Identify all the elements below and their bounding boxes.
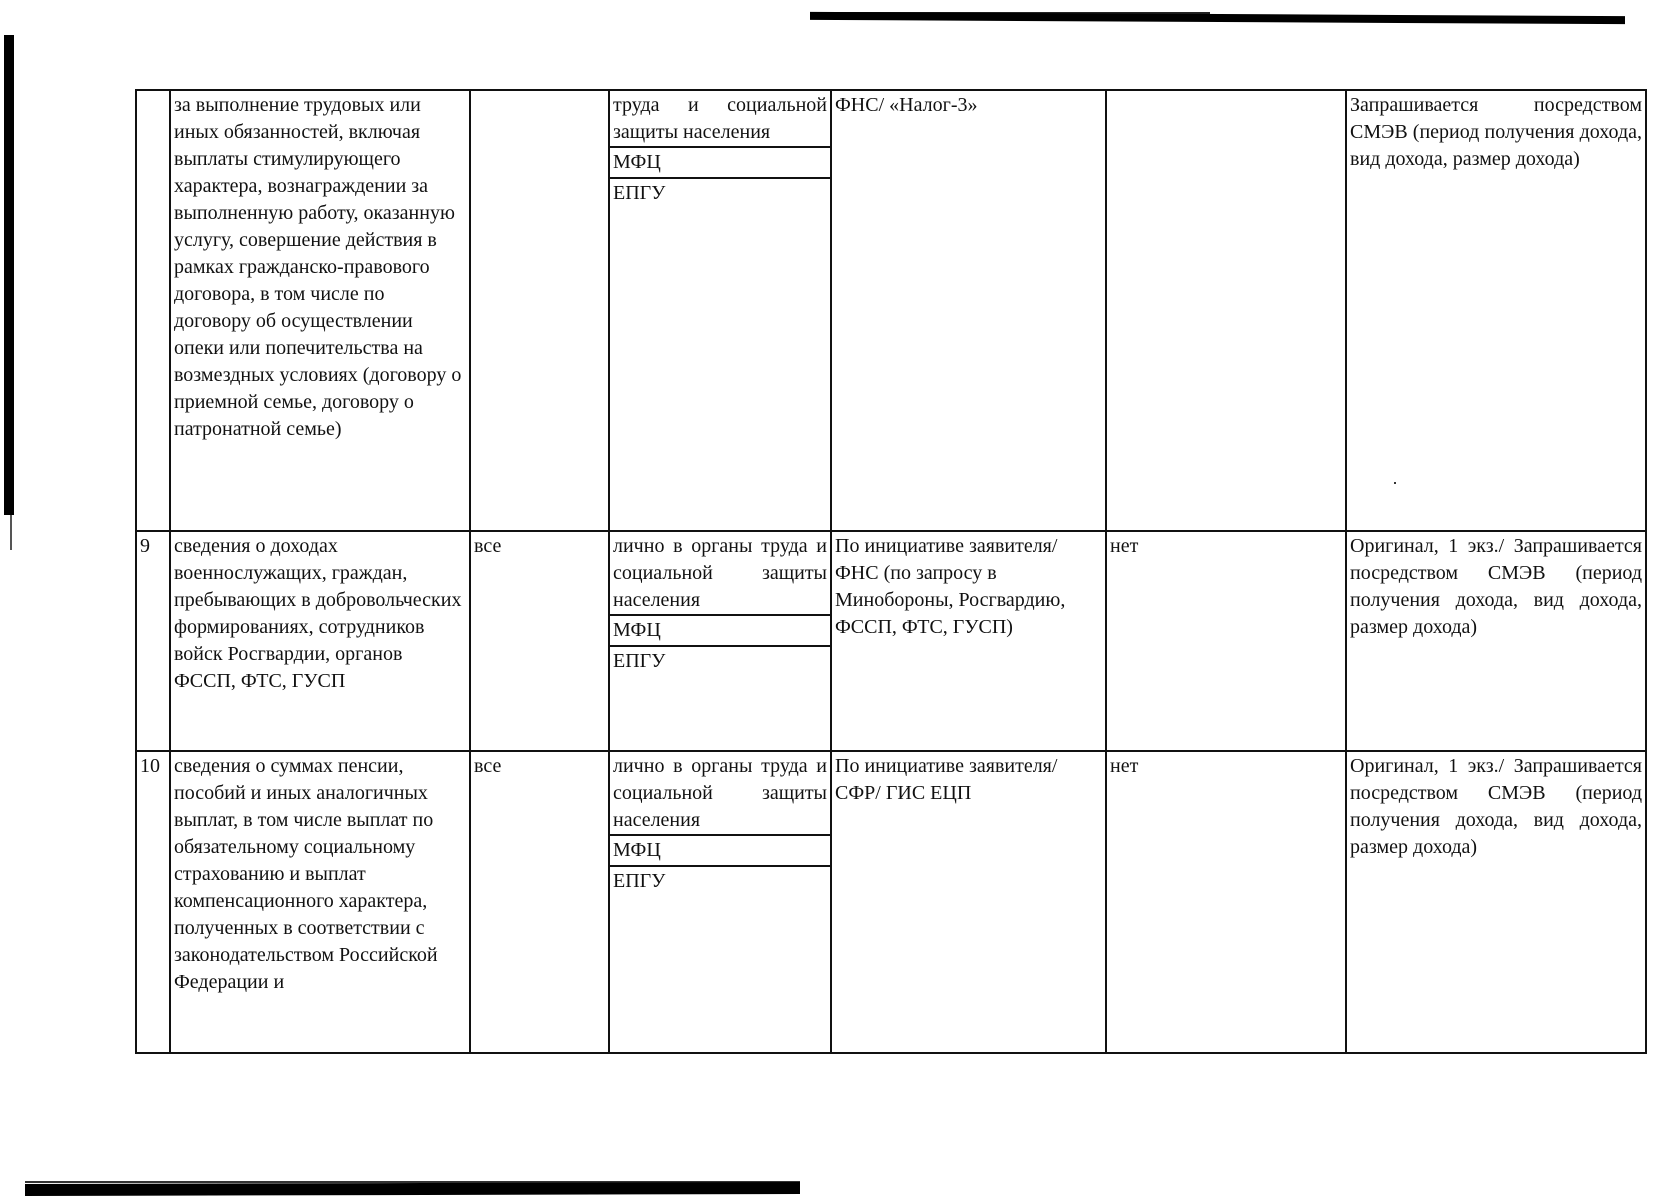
submission-mfc: МФЦ [610, 834, 830, 865]
document-form: Оригинал, 1 экз./ Запрашивается посредством СМЭВ (период получения дохода, вид дохода, размер дохода) [1346, 531, 1646, 751]
table-row [136, 90, 1646, 531]
table-row [136, 751, 1646, 1053]
submission-method-text: лично в органы труда и социальной защиты населения [613, 535, 827, 611]
submission-mfc: МФЦ [610, 146, 830, 177]
submission-mfc: МФЦ [610, 614, 830, 645]
mandatory-flag: нет [1106, 751, 1346, 1053]
submission-epgu: ЕПГУ [610, 645, 830, 676]
mandatory-flag: нет [1106, 531, 1346, 751]
document-form: Запрашивается посредством СМЭВ (период получения дохода, вид дохода, размер дохода) [1346, 90, 1646, 531]
submission-method-text: лично в органы труда и социальной защиты населения [613, 755, 827, 831]
documents-table [135, 89, 1647, 1054]
row-number: 10 [136, 751, 170, 1053]
scan-edge-bar [4, 35, 14, 515]
submission-method-text: труда и социальной защиты населения [613, 94, 827, 143]
submission-method [609, 531, 831, 751]
row-number: 9 [136, 531, 170, 751]
applicant-category [470, 90, 609, 531]
document-description: за выполнение трудовых или иных обязанностей, включая выплаты стимулирующего характера, вознаграждении за выполненную работу, оказанную услугу, совершение действия в рамках гражданско-правового договора, в том числе по договору об осуществлении опеки или попечительства на возмездных условиях (договору о приемной семье, договору о патронатной семье) [170, 90, 470, 531]
scan-edge-bar [25, 1182, 800, 1196]
document-source: ФНС/ «Налог-3» [831, 90, 1106, 531]
applicant-category: все [470, 751, 609, 1053]
applicant-category: все [470, 531, 609, 751]
submission-epgu: ЕПГУ [610, 177, 830, 208]
scan-edge-line [10, 515, 12, 550]
mandatory-flag [1106, 90, 1346, 531]
document-description: сведения о доходах военнослужащих, граждан, пребывающих в добровольческих формированиях, сотрудников войск Росгвардии, органов ФССП, ФТС, ГУСП [170, 531, 470, 751]
document-form: Оригинал, 1 экз./ Запрашивается посредством СМЭВ (период получения дохода, вид дохода, размер дохода) [1346, 751, 1646, 1053]
scan-edge-bar [810, 12, 1625, 24]
document-source: По инициативе заявителя/ СФР/ ГИС ЕЦП [831, 751, 1106, 1053]
table-row [136, 531, 1646, 751]
submission-method [609, 751, 831, 1053]
row-number [136, 90, 170, 531]
submission-epgu: ЕПГУ [610, 865, 830, 896]
document-description: сведения о суммах пенсии, пособий и иных аналогичных выплат, в том числе выплат по обязательному социальному страхованию и выплат компенсационного характера, полученных в соответствии с законодательством Российской Федерации и [170, 751, 470, 1053]
submission-method [609, 90, 831, 531]
document-source: По инициативе заявителя/ ФНС (по запросу в Минобороны, Росгвардию, ФССП, ФТС, ГУСП) [831, 531, 1106, 751]
